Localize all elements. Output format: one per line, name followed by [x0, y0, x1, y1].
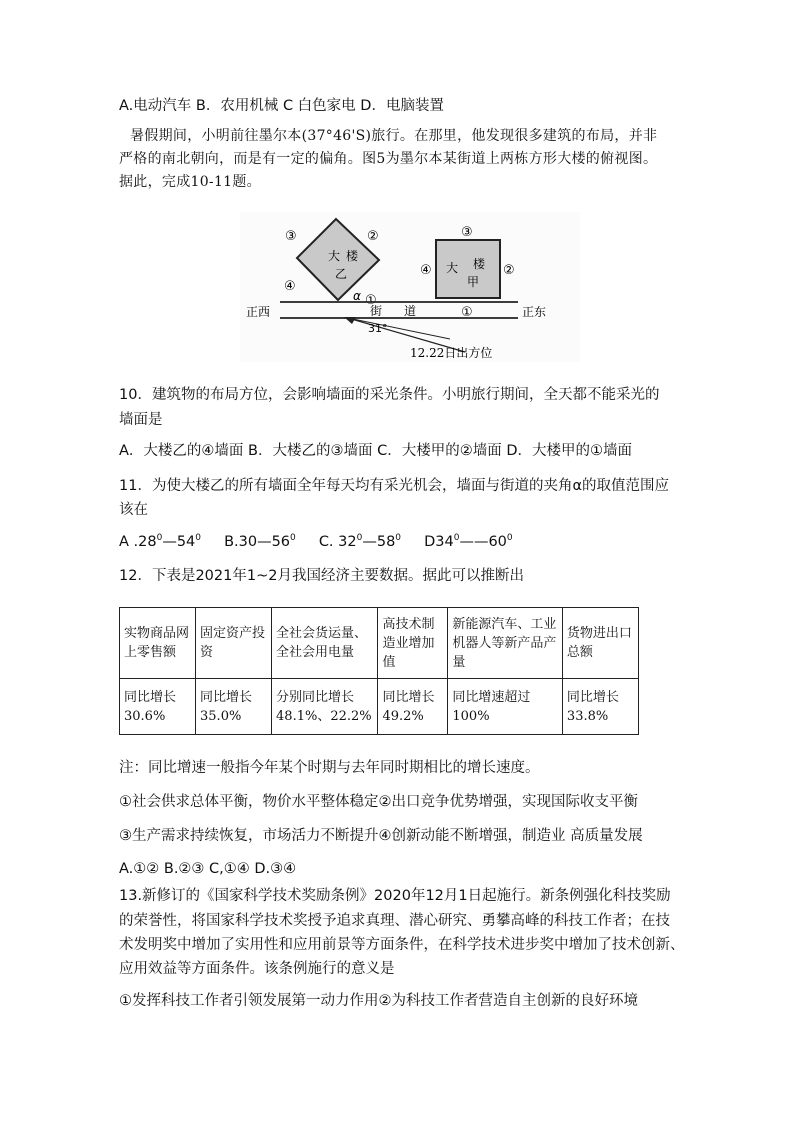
q12-statement-1: ①社会供求总体平衡，物价水平整体稳定②出口竞争优势增强，实现国际收支平衡 [119, 794, 638, 810]
economic-data-table [119, 607, 639, 735]
street-label: 街道 [370, 304, 439, 318]
q9-options: A.电动汽车 B．农用机械 C 白色家电 D．电脑装置 [119, 98, 444, 114]
header-cell: 全社会货运量、全社会用电量 [272, 608, 378, 679]
value-cell: 同比增长33.8% [562, 679, 638, 735]
building-a-label-1: 大 [446, 261, 459, 275]
header-cell: 货物进出口总额 [562, 608, 638, 679]
marker-4-b: ④ [284, 279, 296, 294]
header-cell: 新能源汽车、工业机器人等新产品产量 [448, 608, 563, 679]
east-label: 正东 [522, 305, 547, 319]
west-label: 正西 [246, 305, 271, 319]
q10-stem-2: 墙面是 [119, 412, 163, 428]
building-a-label-3: 甲 [467, 275, 480, 289]
header-cell: 固定资产投资 [196, 608, 272, 679]
angle-alpha: α [353, 289, 361, 303]
q11-stem-2: 该在 [119, 502, 148, 518]
angle-31: 31° [368, 322, 388, 335]
q11-options: A $.28^0—54^0$ $B.30—56^0$ C. $32^0—58^0$ $D34^0——60^0$ [119, 533, 513, 550]
building-b-label-3: 乙 [335, 267, 348, 281]
marker-1-b: ① [365, 293, 377, 308]
marker-2-a: ② [503, 263, 515, 278]
intro-line-2: 严格的南北朝向，而是有一定的偏角。图5为墨尔本某街道上两栋方形大楼的俯视图。 [119, 151, 658, 167]
value-cell: 同比增长35.0% [196, 679, 272, 735]
q12-stem: 12．下表是2021年1~2月我国经济主要数据。据此可以推断出 [119, 568, 524, 584]
marker-4-a: ④ [420, 263, 432, 278]
building-layout-figure [240, 212, 580, 362]
q12-options: A.①② B.②③ C,①④ D.③④ [119, 861, 297, 877]
header-cell: 实物商品网上零售额 [120, 608, 196, 679]
q13-stem-1: 13.新修订的《国家科学技术奖励条例》2020年12月1日起施行。新条例强化科技奖励 [119, 888, 671, 904]
marker-3-a: ③ [461, 225, 473, 240]
header-cell: 高技术制造业增加值 [378, 608, 448, 679]
q10-options: A．大楼乙的④墙面 B．大楼乙的③墙面 C．大楼甲的②墙面 D．大楼甲的①墙面 [119, 443, 632, 459]
q10-stem-1: 10．建筑物的布局方位，会影响墙面的采光条件。小明旅行期间，全天都不能采光的 [119, 387, 660, 403]
building-b-label-1: 大 [328, 249, 341, 263]
table-row [120, 679, 639, 735]
q13-stem-4: 应用效益等方面条件。该条例施行的意义是 [119, 961, 395, 977]
q12-note: 注：同比增速一般指今年某个时期与去年同时期相比的增长速度。 [119, 760, 540, 776]
q13-statement-1: ①发挥科技工作者引领发展第一动力作用②为科技工作者营造自主创新的良好环境 [119, 993, 638, 1009]
intro-line-3: 据此，完成10-11题。 [119, 174, 261, 190]
building-a-label-2: 楼 [473, 257, 486, 271]
sunrise-label: 12.22日出方位 [410, 346, 493, 360]
building-b-label-2: 楼 [346, 249, 359, 263]
table-header-row [120, 608, 639, 679]
q12-statement-2: ③生产需求持续恢复，市场活力不断提升④创新动能不断增强，制造业 高质量发展 [119, 828, 643, 844]
value-cell: 同比增速超过100% [448, 679, 563, 735]
q13-stem-2: 的荣誉性，将国家科学技术奖授予追求真理、潜心研究、勇攀高峰的科技工作者；在技 [119, 913, 670, 929]
q13-stem-3: 术发明奖中增加了实用性和应用前景等方面条件，在科学技术进步奖中增加了技术创新、 [119, 937, 685, 953]
marker-3-b: ③ [285, 229, 297, 244]
marker-1-a: ① [461, 305, 473, 320]
q11-stem-1: 11．为使大楼乙的所有墙面全年每天均有采光机会，墙面与街道的夹角α的取值范围应 [119, 478, 670, 494]
value-cell: 同比增长49.2% [378, 679, 448, 735]
intro-line-1: 暑假期间，小明前往墨尔本(37°46'S)旅行。在那里，他发现很多建筑的布局，并非 [130, 128, 658, 144]
value-cell: 同比增长30.6% [120, 679, 196, 735]
value-cell: 分别同比增长48.1%、22.2% [272, 679, 378, 735]
marker-2-b: ② [367, 229, 379, 244]
